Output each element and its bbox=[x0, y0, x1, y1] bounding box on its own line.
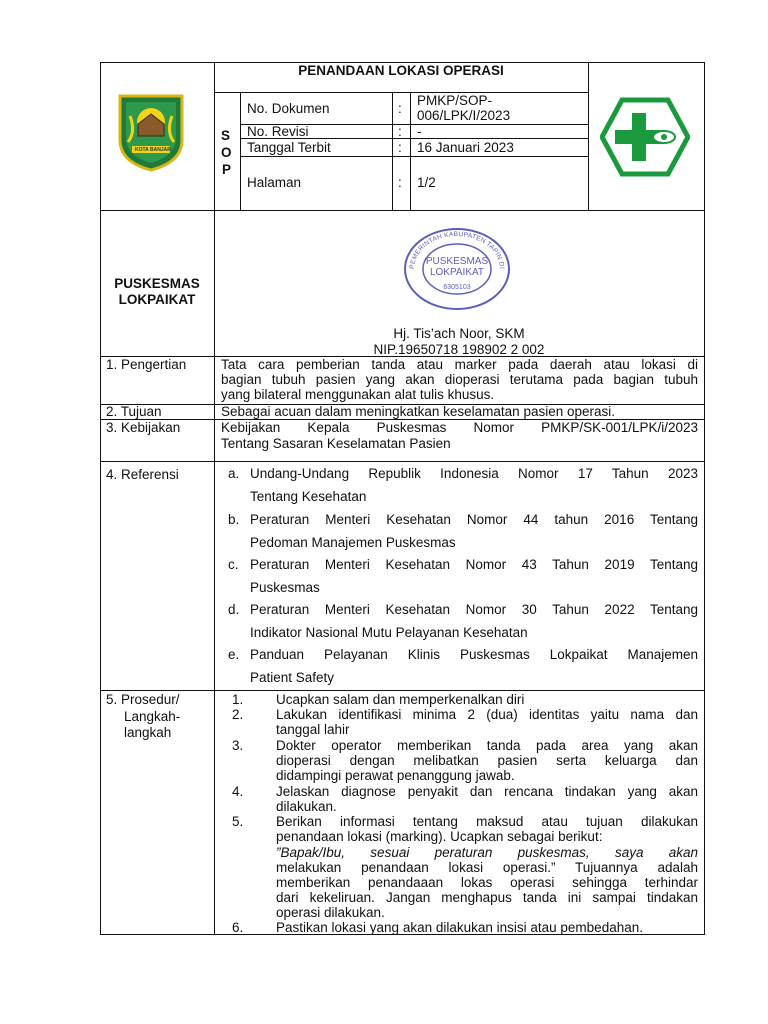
issue-date-label: Tanggal Terbit bbox=[247, 140, 331, 155]
puskesmas-logo bbox=[600, 97, 690, 177]
step-number: 4. bbox=[232, 784, 244, 799]
step-number: 5. bbox=[232, 814, 244, 829]
step-line: dilakukan. bbox=[276, 799, 337, 814]
section-prosedur-label: Langkah- bbox=[124, 709, 181, 724]
ref-letter: e. bbox=[228, 647, 240, 662]
section-pengertian-label: 1. Pengertian bbox=[106, 357, 187, 372]
ref-letter: b. bbox=[228, 512, 240, 527]
sop-letter-o: O bbox=[221, 145, 232, 160]
ref-letter: a. bbox=[228, 466, 240, 481]
ref-line: Peraturan Menteri Kesehatan Nomor 43 Tahun 2019 Tentang bbox=[250, 557, 698, 572]
stamp-code: 6305103 bbox=[443, 284, 471, 291]
signatory-name: Hj. Tis’ach Noor, SKM bbox=[393, 326, 525, 341]
issue-date-value: 16 Januari 2023 bbox=[417, 140, 514, 155]
region-logo-text: KOTA BANJAR bbox=[135, 147, 171, 153]
stamp-center-line2: LOKPAIKAT bbox=[429, 267, 485, 278]
stamp-center-line1: PUSKESMAS bbox=[425, 256, 489, 267]
sop-letter-s: S bbox=[221, 128, 231, 143]
ref-line: Patient Safety bbox=[250, 670, 335, 685]
doc-number-value-2: 006/LPK/I/2023 bbox=[417, 108, 511, 123]
step-line: memberikan penandaaan lokas operasi sehingga terhindar bbox=[276, 875, 698, 890]
org-name-line2: LOKPAIKAT bbox=[118, 292, 196, 307]
doc-number-colon: : bbox=[398, 101, 402, 116]
kebijakan-line: Tentang Sasaran Keselamatan Pasien bbox=[221, 436, 451, 451]
signatory-nip: NIP.19650718 198902 2 002 bbox=[373, 342, 545, 357]
section-tujuan-label: 2. Tujuan bbox=[106, 404, 162, 419]
step-number: 1. bbox=[232, 692, 244, 707]
step-line: Ucapkan salam dan memperkenalkan diri bbox=[276, 692, 525, 707]
step-line: operasi dilakukan. bbox=[276, 905, 385, 920]
section-kebijakan-label: 3. Kebijakan bbox=[106, 420, 181, 435]
revision-label: No. Revisi bbox=[247, 124, 309, 139]
page-label: Halaman bbox=[247, 175, 302, 190]
page-colon: : bbox=[398, 175, 402, 190]
section-prosedur-label: langkah bbox=[124, 725, 172, 740]
step-number: 3. bbox=[232, 738, 244, 753]
ref-letter: c. bbox=[228, 557, 239, 572]
ref-letter: d. bbox=[228, 602, 240, 617]
region-logo bbox=[116, 92, 186, 172]
step-line: Jelaskan diagnose penyakit dan rencana tindakan yang akan bbox=[276, 784, 698, 799]
ref-line: Pedoman Manajemen Puskesmas bbox=[250, 535, 456, 550]
step-line: dari kekeliruan. Jangan menghapus tanda ini sampai tindakan bbox=[276, 890, 698, 905]
page-value: 1/2 bbox=[417, 175, 436, 190]
step-number: 2. bbox=[232, 707, 244, 722]
step-line: Berikan informasi tentang maksud atau tujuan dilakukan bbox=[276, 814, 698, 829]
section-prosedur-label: 5. Prosedur/ bbox=[106, 692, 180, 707]
revision-value: - bbox=[417, 124, 422, 139]
step-line: Pastikan lokasi yang akan dilakukan insisi atau pembedahan. bbox=[276, 920, 643, 935]
document-title: PENANDAAN LOKASI OPERASI bbox=[298, 63, 504, 78]
step-quote-line: ”Bapak/Ibu, sesuai peraturan puskesmas, saya akan bbox=[276, 845, 698, 860]
ref-line: Peraturan Menteri Kesehatan Nomor 44 tahun 2016 Tentang bbox=[250, 512, 698, 527]
doc-number-value-1: PMKP/SOP- bbox=[417, 93, 493, 108]
sop-letter-p: P bbox=[222, 162, 232, 177]
step-line: penandaan lokasi (marking). Ucapkan sebagai berikut: bbox=[276, 829, 603, 844]
tujuan-text: Sebagai acuan dalam meningkatkan keselamatan pasien operasi. bbox=[221, 404, 616, 419]
pengertian-line: yang bilateral menggunakan alat tulis khusus. bbox=[221, 387, 495, 402]
org-name-line1: PUSKESMAS bbox=[114, 276, 200, 291]
pengertian-line: bagian tubuh pasien yang akan dioperasi terutama pada bagian tubuh bbox=[221, 372, 698, 387]
section-referensi-label: 4. Referensi bbox=[106, 467, 179, 482]
ref-line: Panduan Pelayanan Klinis Puskesmas Lokpaikat Manajemen bbox=[250, 647, 698, 662]
ref-line: Puskesmas bbox=[250, 580, 320, 595]
issue-date-colon: : bbox=[398, 140, 402, 155]
step-line: tanggal lahir bbox=[276, 722, 350, 737]
step-quote-line: melakukan penandaan lokasi operasi.” Tujuannya adalah bbox=[276, 860, 698, 875]
doc-number-label: No. Dokumen bbox=[247, 101, 330, 116]
ref-line: Indikator Nasional Mutu Pelayanan Kesehatan bbox=[250, 625, 528, 640]
pengertian-line: Tata cara pemberian tanda atau marker pada daerah atau lokasi di bbox=[221, 357, 698, 372]
step-line: Dokter operator memberikan tanda pada area yang akan bbox=[276, 738, 698, 753]
step-line: Lakukan identifikasi minima 2 (dua) identitas yaitu nama dan bbox=[276, 707, 698, 722]
official-stamp bbox=[402, 226, 512, 312]
ref-line: Undang-Undang Republik Indonesia Nomor 17 Tahun 2023 bbox=[250, 466, 698, 481]
ref-line: Tentang Kesehatan bbox=[250, 489, 367, 504]
step-number: 6. bbox=[232, 920, 244, 935]
step-line: dioperasi dengan melibatkan pasien serta keluarga dan bbox=[276, 753, 698, 768]
revision-colon: : bbox=[398, 124, 402, 139]
step-line: didampingi perawat penanggung jawab. bbox=[276, 768, 515, 783]
stamp-ring-text: PEMERINTAH KABUPATEN TAPIN DI bbox=[408, 230, 506, 270]
ref-line: Peraturan Menteri Kesehatan Nomor 30 Tahun 2022 Tentang bbox=[250, 602, 698, 617]
kebijakan-line: Kebijakan Kepala Puskesmas Nomor PMKP/SK-001/LPK/i/2023 bbox=[221, 420, 698, 435]
